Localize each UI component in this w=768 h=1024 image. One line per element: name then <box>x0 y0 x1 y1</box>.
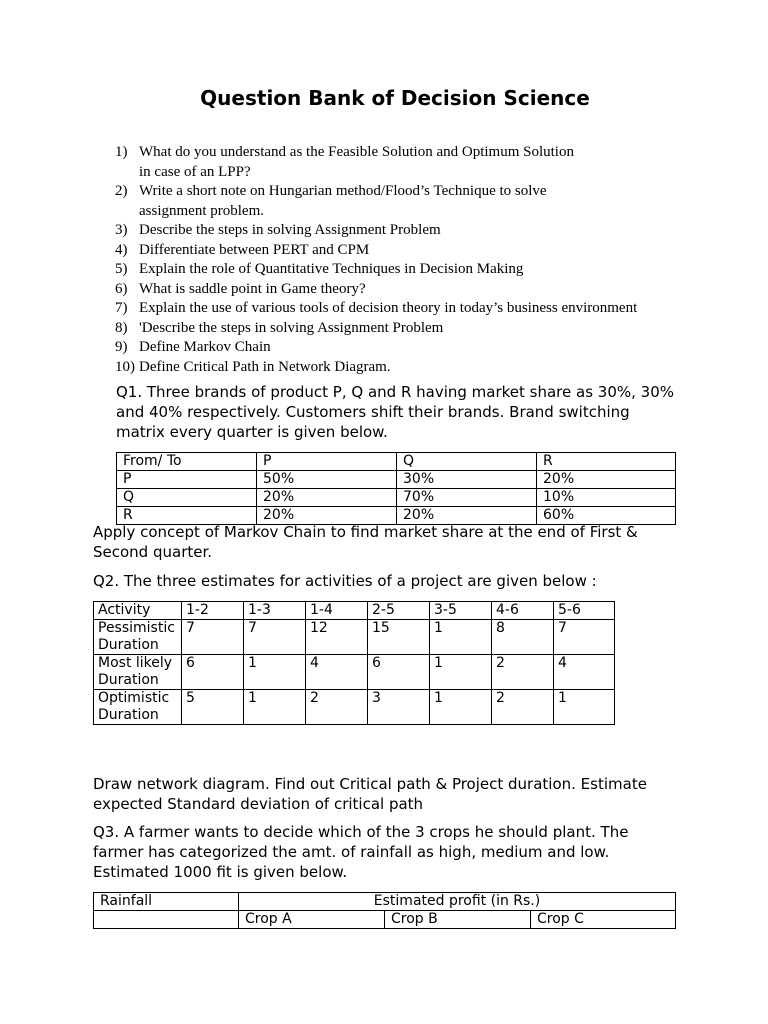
item-text: Describe the steps in solving Assignment Problem <box>139 222 441 238</box>
table-cell: 3 <box>368 690 430 725</box>
table-row <box>94 620 615 655</box>
table-cell: Q <box>117 489 257 507</box>
item-text: Define Markov Chain <box>139 339 271 355</box>
table-row <box>117 471 676 489</box>
table-cell: 15 <box>368 620 430 655</box>
table-row <box>94 690 615 725</box>
item-text: 'Describe the steps in solving Assignment Problem <box>139 319 444 336</box>
item-number: 2) <box>115 183 128 199</box>
table-cell: 5 <box>182 690 244 725</box>
table-cell: Q <box>397 453 537 471</box>
table-cell: 4 <box>554 655 615 690</box>
q1-instruction: Apply concept of Markov Chain to find market share at the end of First & Second quarter. <box>93 523 638 561</box>
brand-switching-table <box>116 452 676 525</box>
table-cell: 2 <box>306 690 368 725</box>
table-cell: 7 <box>182 620 244 655</box>
item-text: Explain the role of Quantitative Techniques in Decision Making <box>139 261 524 277</box>
item-number: 5) <box>115 261 128 277</box>
table-row <box>94 655 615 690</box>
table-cell: Crop B <box>385 911 531 929</box>
table-cell: 6 <box>182 655 244 690</box>
table-cell: 30% <box>397 471 537 489</box>
table-cell: P <box>117 471 257 489</box>
table-cell: 1 <box>430 620 492 655</box>
item-number: 7) <box>115 300 128 316</box>
table-cell: From/ To <box>117 453 257 471</box>
table-cell: 8 <box>492 620 554 655</box>
question-list <box>115 143 675 377</box>
table-cell: 1 <box>244 655 306 690</box>
list-item <box>115 280 675 300</box>
item-number: 9) <box>115 339 128 355</box>
q2-intro: Q2. The three estimates for activities of a project are given below : <box>93 572 597 590</box>
item-text: What is saddle point in Game theory? <box>139 280 366 297</box>
list-item <box>115 260 675 280</box>
table-row <box>94 602 615 620</box>
table-cell: Crop C <box>531 911 676 929</box>
table-cell: 10% <box>537 489 676 507</box>
item-text: What do you understand as the Feasible Solution and Optimum Solution in case of an LPP? <box>139 144 574 180</box>
table-cell: 1-3 <box>244 602 306 620</box>
table-cell: 1 <box>430 655 492 690</box>
table-cell: Crop A <box>239 911 385 929</box>
table-cell: 12 <box>306 620 368 655</box>
table-cell: 1 <box>554 690 615 725</box>
item-text: Explain the use of various tools of decision theory in today’s business environment <box>139 300 638 316</box>
table-cell: R <box>537 453 676 471</box>
q2-instruction: Draw network diagram. Find out Critical path & Project duration. Estimate expected Standard deviation of critical path <box>93 775 647 813</box>
table-cell: Optimistic Duration <box>94 690 182 725</box>
table-cell: 2 <box>492 690 554 725</box>
table-cell: 60% <box>537 507 676 525</box>
table-cell: Estimated profit (in Rs.) <box>239 893 676 911</box>
table-cell: 20% <box>257 507 397 525</box>
list-item <box>115 299 675 319</box>
table-cell: 20% <box>397 507 537 525</box>
table-row <box>94 893 676 911</box>
list-item <box>115 221 675 241</box>
table-cell: 4-6 <box>492 602 554 620</box>
item-number: 1) <box>115 144 128 160</box>
table-cell: 1-2 <box>182 602 244 620</box>
table-cell: Pessimistic Duration <box>94 620 182 655</box>
table-row <box>117 453 676 471</box>
table-cell: 70% <box>397 489 537 507</box>
table-cell: Most likely Duration <box>94 655 182 690</box>
item-text: Define Critical Path in Network Diagram. <box>139 358 391 375</box>
item-number: 6) <box>115 280 128 297</box>
item-number: 3) <box>115 222 128 238</box>
item-text: Differentiate between PERT and CPM <box>139 241 370 258</box>
item-number: 10) <box>115 358 135 375</box>
table-row <box>117 489 676 507</box>
table-row <box>94 911 676 929</box>
table-cell: 2-5 <box>368 602 430 620</box>
table-cell: 20% <box>257 489 397 507</box>
list-item <box>115 241 675 261</box>
list-item <box>115 182 675 221</box>
table-cell: 1-4 <box>306 602 368 620</box>
table-cell: 1 <box>430 690 492 725</box>
table-cell: Rainfall <box>94 893 239 911</box>
table-cell: R <box>117 507 257 525</box>
table-cell: P <box>257 453 397 471</box>
list-item <box>115 319 675 339</box>
q3-intro: Q3. A farmer wants to decide which of the 3 crops he should plant. The farmer has categorized the amt. of rainfall as high, medium and low. Estimated 1000 fit is given below. <box>93 823 629 881</box>
table-cell: 4 <box>306 655 368 690</box>
item-text: Write a short note on Hungarian method/Flood’s Technique to solve assignment problem. <box>139 183 547 219</box>
table-cell: 1 <box>244 690 306 725</box>
list-item <box>115 143 675 182</box>
page-title: Question Bank of Decision Science <box>200 86 590 110</box>
table-cell: 7 <box>244 620 306 655</box>
list-item <box>115 358 675 378</box>
item-number: 8) <box>115 319 128 336</box>
table-cell: 5-6 <box>554 602 615 620</box>
q1-intro: Q1. Three brands of product P, Q and R having market share as 30%, 30% and 40% respectively. Customers shift their brands. Brand switching matrix every quarter is given below. <box>116 383 675 441</box>
crop-profit-table <box>93 892 676 929</box>
list-item <box>115 338 675 358</box>
table-cell: 2 <box>492 655 554 690</box>
table-cell: Activity <box>94 602 182 620</box>
table-cell: 50% <box>257 471 397 489</box>
table-cell: 7 <box>554 620 615 655</box>
table-cell <box>94 911 239 929</box>
table-cell: 3-5 <box>430 602 492 620</box>
table-cell: 20% <box>537 471 676 489</box>
table-cell: 6 <box>368 655 430 690</box>
item-number: 4) <box>115 241 128 258</box>
activity-estimates-table <box>93 601 615 725</box>
